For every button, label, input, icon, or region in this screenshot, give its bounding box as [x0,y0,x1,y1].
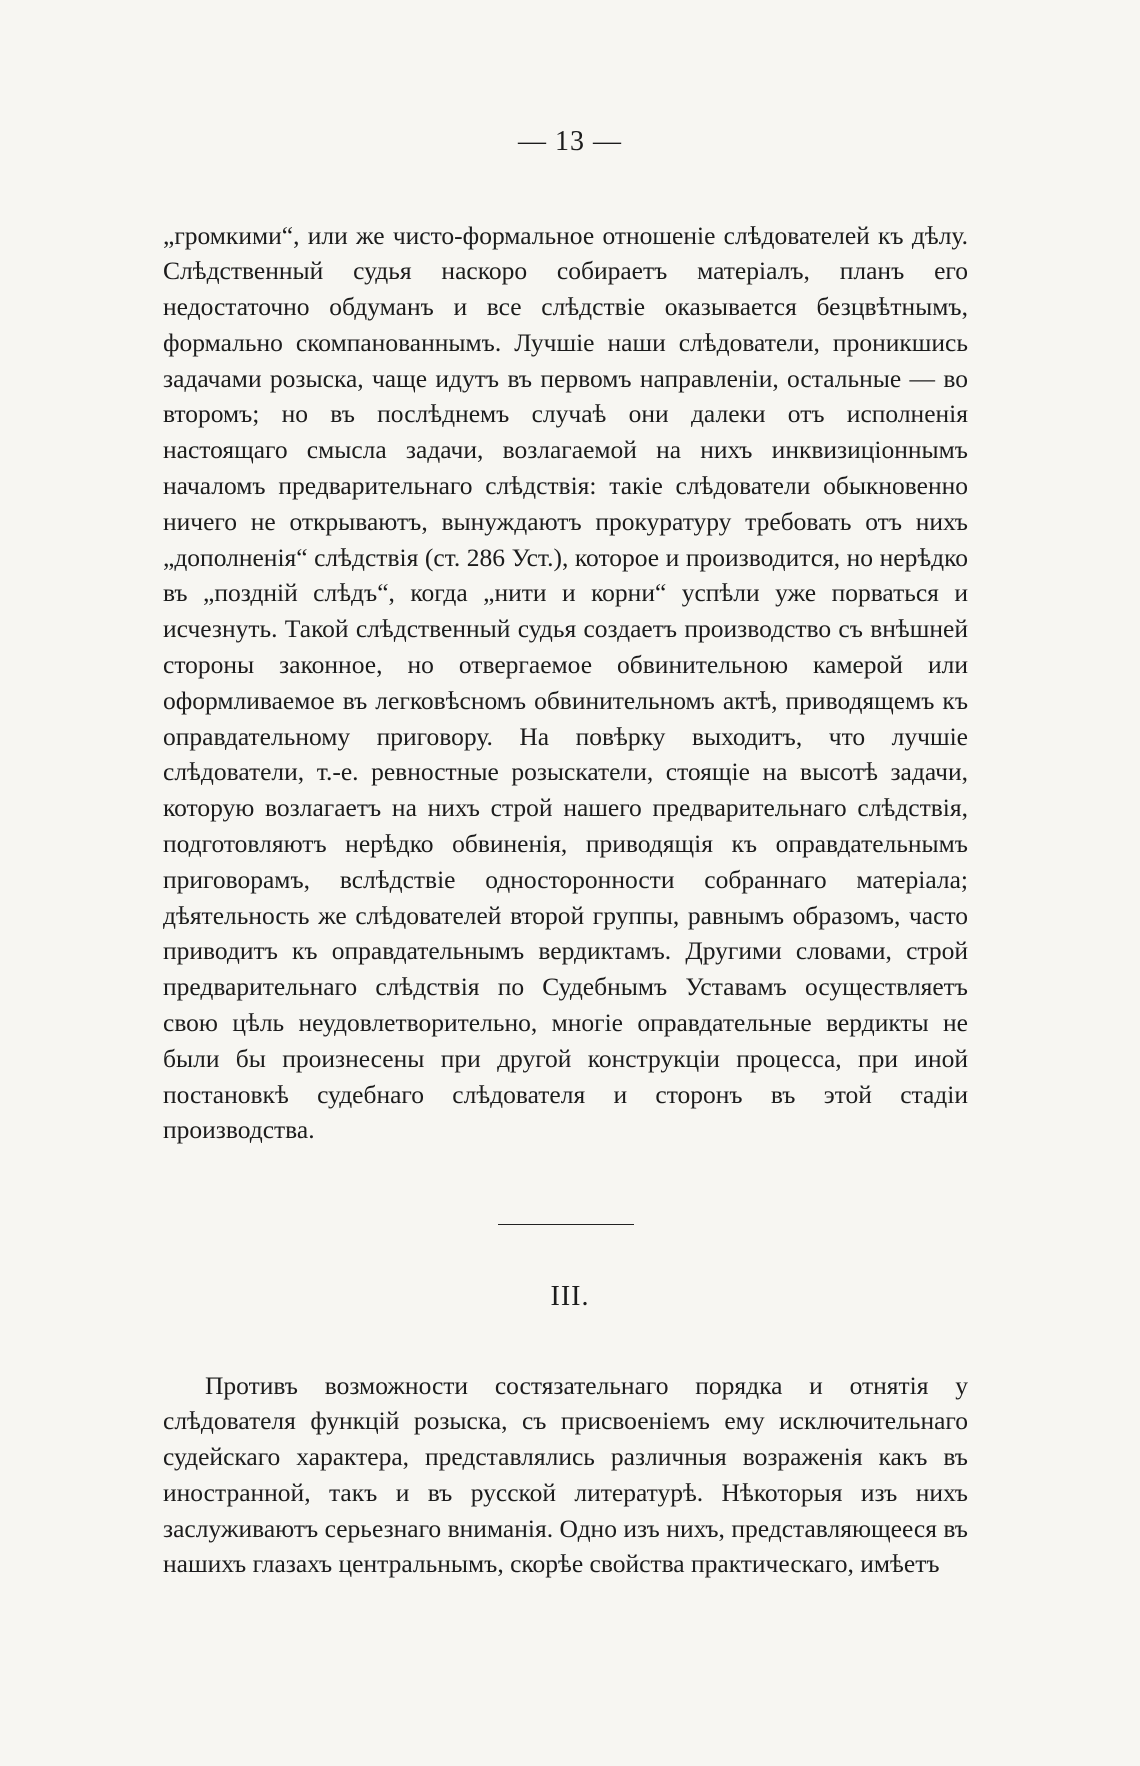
page-number: — 13 — [518,126,622,157]
body-paragraph-2: Противъ возможности состязательнаго порядка и отнятія у слѣдователя функцій розыска, съ присвоеніемъ ему исключительнаго судейскаго характера, представлялись различныя возраженія какъ въ иностранной, такъ и въ русской литературѣ. Нѣкоторыя изъ нихъ заслуживаютъ серьезнаго вниманія. Одно изъ нихъ, представляющееся въ нашихъ глазахъ центральнымъ, скорѣе свойства практическаго, имѣетъ [163,1370,968,1579]
body-paragraph-1: „громкими“, или же чисто-формальное отношеніе слѣдователей къ дѣлу. Слѣдственный судья наскоро собираетъ матеріалъ, планъ его недостаточно обдуманъ и все слѣдствіе оказывается безцвѣтнымъ, формально скомпанованнымъ. Лучшіе наши слѣдователи, проникшись задачами розыска, чаще идутъ въ первомъ направленіи, остальные — во второмъ; но въ послѣднемъ случаѣ они далеки отъ исполненія настоящаго смысла задачи, возлагаемой на нихъ инквизиціоннымъ началомъ предварительнаго слѣдствія: такіе слѣдователи обыкновенно ничего не открываютъ, вынуждаютъ прокуратуру требовать отъ нихъ „дополненія“ слѣдствія (ст. 286 Уст.), которое и производится, но нерѣдко въ „поздній слѣдъ“, когда „нити и корни“ успѣли уже порваться и исчезнуть. Такой слѣдственный судья создаетъ производство съ внѣшней стороны законное, но отвергаемое обвинительною камерой или оформливаемое въ легковѣсномъ обвинительномъ актѣ, приводящемъ къ оправдательному приговору. На повѣрку выходитъ, что лучшіе слѣдователи, т.-е. ревностные розыскатели, стоящіе на высотѣ задачи, которую возлагаетъ на нихъ строй нашего предварительнаго слѣдствія, подготовляютъ нерѣдко обвиненія, приводящія къ оправдательнымъ приговорамъ, вслѣдствіе односторонности собраннаго матеріала; дѣятельность же слѣдователей второй группы, равнымъ образомъ, часто приводитъ къ оправдательнымъ вердиктамъ. Другими словами, строй предварительнаго слѣдствія по Судебнымъ Уставамъ осуществляетъ свою цѣль неудовлетворительно, многіе оправдательные вердикты не были бы произнесены при другой конструкціи процесса, при иной постановкѣ судебнаго слѣдователя и сторонъ въ этой стадіи производства. [163,220,968,1145]
section-heading: III. [550,1281,590,1312]
section-divider [498,1224,634,1225]
